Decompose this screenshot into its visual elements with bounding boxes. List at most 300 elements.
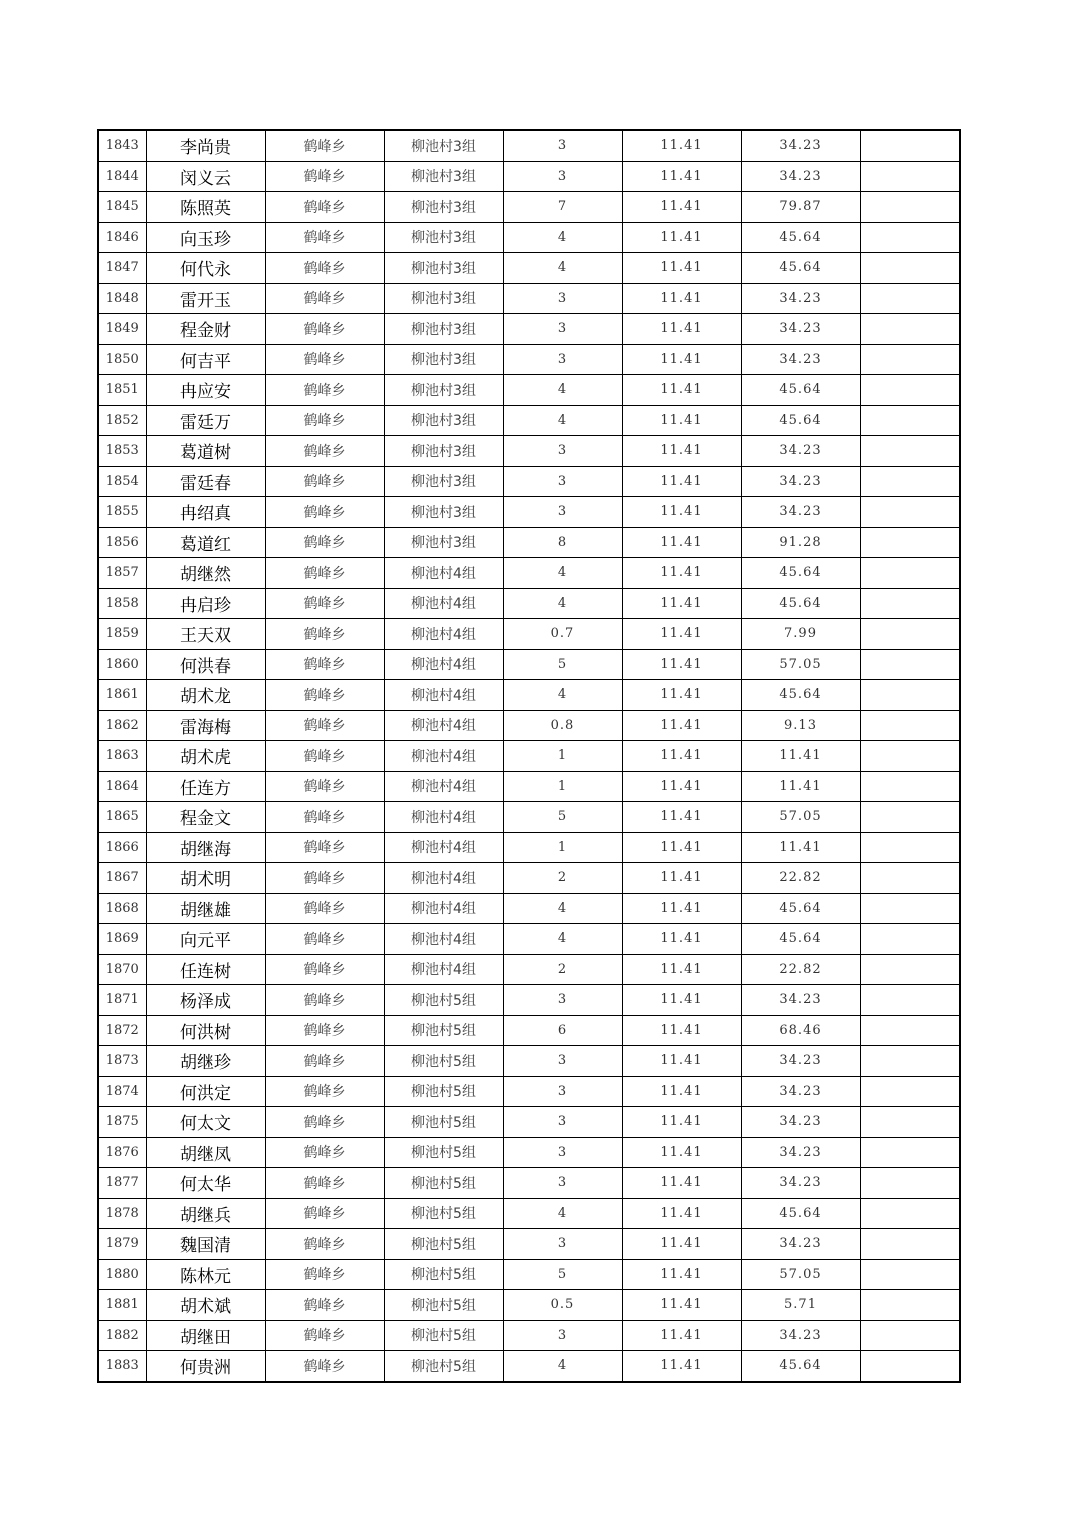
amount-cell: 57.05 [741,802,860,833]
count-cell: 3 [503,1229,622,1260]
row-id-cell: 1877 [98,1168,146,1199]
remark-cell [860,832,960,863]
amount-cell: 34.23 [741,436,860,467]
row-id-cell: 1851 [98,375,146,406]
row-id-cell: 1857 [98,558,146,589]
name-cell: 王天双 [146,619,265,650]
township-cell: 鹤峰乡 [265,1290,384,1321]
remark-cell [860,1229,960,1260]
remark-cell [860,1198,960,1229]
amount-cell: 9.13 [741,710,860,741]
rate-cell: 11.41 [622,344,741,375]
name-cell: 胡继雄 [146,893,265,924]
table-row [98,619,960,650]
row-id-cell: 1882 [98,1320,146,1351]
rate-cell: 11.41 [622,710,741,741]
table-row [98,558,960,589]
rate-cell: 11.41 [622,832,741,863]
amount-cell: 79.87 [741,192,860,223]
table-row [98,1320,960,1351]
rate-cell: 11.41 [622,741,741,772]
village-group-cell: 柳池村3组 [384,130,503,161]
table-row [98,832,960,863]
rate-cell: 11.41 [622,1076,741,1107]
township-cell: 鹤峰乡 [265,466,384,497]
remark-cell [860,1290,960,1321]
rate-cell: 11.41 [622,1046,741,1077]
row-id-cell: 1862 [98,710,146,741]
count-cell: 8 [503,527,622,558]
count-cell: 3 [503,985,622,1016]
table-row [98,375,960,406]
rate-cell: 11.41 [622,1290,741,1321]
amount-cell: 22.82 [741,954,860,985]
township-cell: 鹤峰乡 [265,161,384,192]
name-cell: 程金财 [146,314,265,345]
township-cell: 鹤峰乡 [265,924,384,955]
remark-cell [860,192,960,223]
amount-cell: 57.05 [741,649,860,680]
village-group-cell: 柳池村5组 [384,1168,503,1199]
row-id-cell: 1853 [98,436,146,467]
remark-cell [860,1259,960,1290]
rate-cell: 11.41 [622,130,741,161]
count-cell: 5 [503,802,622,833]
table-row [98,771,960,802]
name-cell: 何洪定 [146,1076,265,1107]
row-id-cell: 1848 [98,283,146,314]
row-id-cell: 1871 [98,985,146,1016]
rate-cell: 11.41 [622,192,741,223]
township-cell: 鹤峰乡 [265,222,384,253]
name-cell: 胡继兵 [146,1198,265,1229]
name-cell: 李尚贵 [146,130,265,161]
count-cell: 4 [503,1198,622,1229]
amount-cell: 34.23 [741,466,860,497]
village-group-cell: 柳池村3组 [384,283,503,314]
rate-cell: 11.41 [622,466,741,497]
remark-cell [860,1046,960,1077]
rate-cell: 11.41 [622,1137,741,1168]
table-row [98,1168,960,1199]
township-cell: 鹤峰乡 [265,680,384,711]
village-group-cell: 柳池村4组 [384,558,503,589]
amount-cell: 5.71 [741,1290,860,1321]
township-cell: 鹤峰乡 [265,1046,384,1077]
row-id-cell: 1844 [98,161,146,192]
village-group-cell: 柳池村5组 [384,1046,503,1077]
name-cell: 胡术虎 [146,741,265,772]
amount-cell: 34.23 [741,1229,860,1260]
row-id-cell: 1870 [98,954,146,985]
remark-cell [860,283,960,314]
count-cell: 4 [503,1351,622,1382]
count-cell: 3 [503,1107,622,1138]
name-cell: 胡继海 [146,832,265,863]
table-row [98,710,960,741]
count-cell: 4 [503,222,622,253]
count-cell: 3 [503,466,622,497]
row-id-cell: 1873 [98,1046,146,1077]
village-group-cell: 柳池村3组 [384,253,503,284]
table-row [98,497,960,528]
village-group-cell: 柳池村5组 [384,1137,503,1168]
amount-cell: 34.23 [741,1076,860,1107]
name-cell: 何吉平 [146,344,265,375]
row-id-cell: 1850 [98,344,146,375]
count-cell: 5 [503,649,622,680]
count-cell: 3 [503,1168,622,1199]
township-cell: 鹤峰乡 [265,710,384,741]
count-cell: 4 [503,588,622,619]
village-group-cell: 柳池村4组 [384,649,503,680]
table-row [98,314,960,345]
village-group-cell: 柳池村4组 [384,680,503,711]
amount-cell: 45.64 [741,1351,860,1382]
amount-cell: 45.64 [741,680,860,711]
village-group-cell: 柳池村4组 [384,710,503,741]
row-id-cell: 1861 [98,680,146,711]
row-id-cell: 1845 [98,192,146,223]
name-cell: 何太文 [146,1107,265,1138]
township-cell: 鹤峰乡 [265,283,384,314]
village-group-cell: 柳池村5组 [384,1229,503,1260]
village-group-cell: 柳池村4组 [384,863,503,894]
table-row [98,649,960,680]
row-id-cell: 1843 [98,130,146,161]
amount-cell: 45.64 [741,924,860,955]
row-id-cell: 1863 [98,741,146,772]
count-cell: 3 [503,130,622,161]
remark-cell [860,405,960,436]
table-row [98,1015,960,1046]
row-id-cell: 1852 [98,405,146,436]
name-cell: 雷海梅 [146,710,265,741]
name-cell: 胡继凤 [146,1137,265,1168]
count-cell: 2 [503,954,622,985]
remark-cell [860,314,960,345]
township-cell: 鹤峰乡 [265,405,384,436]
rate-cell: 11.41 [622,1320,741,1351]
amount-cell: 45.64 [741,588,860,619]
count-cell: 0.5 [503,1290,622,1321]
name-cell: 冉启珍 [146,588,265,619]
remark-cell [860,344,960,375]
data-table [97,129,961,1383]
amount-cell: 34.23 [741,130,860,161]
count-cell: 3 [503,314,622,345]
remark-cell [860,161,960,192]
rate-cell: 11.41 [622,954,741,985]
row-id-cell: 1868 [98,893,146,924]
township-cell: 鹤峰乡 [265,375,384,406]
remark-cell [860,588,960,619]
table-body [98,130,960,1382]
village-group-cell: 柳池村3组 [384,161,503,192]
remark-cell [860,802,960,833]
remark-cell [860,130,960,161]
row-id-cell: 1859 [98,619,146,650]
row-id-cell: 1865 [98,802,146,833]
village-group-cell: 柳池村5组 [384,1259,503,1290]
amount-cell: 11.41 [741,771,860,802]
remark-cell [860,741,960,772]
table-row [98,1107,960,1138]
remark-cell [860,619,960,650]
village-group-cell: 柳池村5组 [384,1198,503,1229]
village-group-cell: 柳池村4组 [384,924,503,955]
name-cell: 雷廷万 [146,405,265,436]
remark-cell [860,710,960,741]
rate-cell: 11.41 [622,1351,741,1382]
name-cell: 何代永 [146,253,265,284]
rate-cell: 11.41 [622,527,741,558]
count-cell: 4 [503,253,622,284]
count-cell: 3 [503,283,622,314]
township-cell: 鹤峰乡 [265,314,384,345]
name-cell: 程金文 [146,802,265,833]
rate-cell: 11.41 [622,588,741,619]
amount-cell: 45.64 [741,405,860,436]
township-cell: 鹤峰乡 [265,802,384,833]
amount-cell: 57.05 [741,1259,860,1290]
village-group-cell: 柳池村5组 [384,1015,503,1046]
amount-cell: 34.23 [741,283,860,314]
count-cell: 7 [503,192,622,223]
rate-cell: 11.41 [622,1107,741,1138]
rate-cell: 11.41 [622,1229,741,1260]
remark-cell [860,680,960,711]
township-cell: 鹤峰乡 [265,588,384,619]
amount-cell: 45.64 [741,222,860,253]
name-cell: 雷开玉 [146,283,265,314]
count-cell: 3 [503,436,622,467]
table-row [98,1290,960,1321]
village-group-cell: 柳池村5组 [384,1076,503,1107]
rate-cell: 11.41 [622,985,741,1016]
row-id-cell: 1875 [98,1107,146,1138]
village-group-cell: 柳池村3组 [384,375,503,406]
township-cell: 鹤峰乡 [265,832,384,863]
table-row [98,588,960,619]
remark-cell [860,558,960,589]
amount-cell: 34.23 [741,344,860,375]
township-cell: 鹤峰乡 [265,619,384,650]
row-id-cell: 1876 [98,1137,146,1168]
township-cell: 鹤峰乡 [265,558,384,589]
township-cell: 鹤峰乡 [265,1198,384,1229]
township-cell: 鹤峰乡 [265,192,384,223]
village-group-cell: 柳池村4组 [384,802,503,833]
table-row [98,344,960,375]
rate-cell: 11.41 [622,619,741,650]
row-id-cell: 1864 [98,771,146,802]
count-cell: 4 [503,680,622,711]
remark-cell [860,1015,960,1046]
remark-cell [860,1168,960,1199]
count-cell: 3 [503,1137,622,1168]
remark-cell [860,222,960,253]
remark-cell [860,771,960,802]
name-cell: 陈照英 [146,192,265,223]
rate-cell: 11.41 [622,405,741,436]
rate-cell: 11.41 [622,1198,741,1229]
name-cell: 向元平 [146,924,265,955]
village-group-cell: 柳池村5组 [384,1320,503,1351]
table-row [98,527,960,558]
village-group-cell: 柳池村4组 [384,954,503,985]
township-cell: 鹤峰乡 [265,985,384,1016]
row-id-cell: 1869 [98,924,146,955]
row-id-cell: 1849 [98,314,146,345]
amount-cell: 34.23 [741,1137,860,1168]
township-cell: 鹤峰乡 [265,344,384,375]
name-cell: 何洪树 [146,1015,265,1046]
table-row [98,1046,960,1077]
name-cell: 何洪春 [146,649,265,680]
amount-cell: 45.64 [741,253,860,284]
village-group-cell: 柳池村3组 [384,222,503,253]
table-row [98,161,960,192]
rate-cell: 11.41 [622,436,741,467]
amount-cell: 45.64 [741,558,860,589]
count-cell: 0.8 [503,710,622,741]
table-row [98,1351,960,1382]
amount-cell: 45.64 [741,893,860,924]
remark-cell [860,863,960,894]
name-cell: 冉绍真 [146,497,265,528]
remark-cell [860,1076,960,1107]
remark-cell [860,954,960,985]
row-id-cell: 1880 [98,1259,146,1290]
table-row [98,130,960,161]
table-row [98,222,960,253]
remark-cell [860,924,960,955]
township-cell: 鹤峰乡 [265,253,384,284]
remark-cell [860,436,960,467]
amount-cell: 34.23 [741,161,860,192]
township-cell: 鹤峰乡 [265,1351,384,1382]
row-id-cell: 1872 [98,1015,146,1046]
township-cell: 鹤峰乡 [265,863,384,894]
count-cell: 3 [503,161,622,192]
table-row [98,680,960,711]
remark-cell [860,1320,960,1351]
count-cell: 6 [503,1015,622,1046]
township-cell: 鹤峰乡 [265,1076,384,1107]
count-cell: 1 [503,771,622,802]
rate-cell: 11.41 [622,893,741,924]
rate-cell: 11.41 [622,161,741,192]
name-cell: 何贵洲 [146,1351,265,1382]
remark-cell [860,649,960,680]
village-group-cell: 柳池村3组 [384,192,503,223]
count-cell: 3 [503,1076,622,1107]
rate-cell: 11.41 [622,375,741,406]
row-id-cell: 1856 [98,527,146,558]
remark-cell [860,497,960,528]
row-id-cell: 1854 [98,466,146,497]
name-cell: 胡继然 [146,558,265,589]
row-id-cell: 1881 [98,1290,146,1321]
row-id-cell: 1866 [98,832,146,863]
rate-cell: 11.41 [622,680,741,711]
township-cell: 鹤峰乡 [265,741,384,772]
count-cell: 3 [503,1320,622,1351]
count-cell: 1 [503,832,622,863]
table-row [98,985,960,1016]
village-group-cell: 柳池村3组 [384,405,503,436]
row-id-cell: 1846 [98,222,146,253]
name-cell: 冉应安 [146,375,265,406]
row-id-cell: 1883 [98,1351,146,1382]
amount-cell: 34.23 [741,314,860,345]
township-cell: 鹤峰乡 [265,527,384,558]
name-cell: 何太华 [146,1168,265,1199]
table-row [98,893,960,924]
remark-cell [860,527,960,558]
rate-cell: 11.41 [622,649,741,680]
name-cell: 胡继田 [146,1320,265,1351]
table-row [98,253,960,284]
rate-cell: 11.41 [622,863,741,894]
name-cell: 胡术斌 [146,1290,265,1321]
row-id-cell: 1878 [98,1198,146,1229]
row-id-cell: 1860 [98,649,146,680]
remark-cell [860,253,960,284]
rate-cell: 11.41 [622,771,741,802]
table-row [98,1076,960,1107]
rate-cell: 11.41 [622,1259,741,1290]
table-row [98,192,960,223]
name-cell: 杨泽成 [146,985,265,1016]
amount-cell: 34.23 [741,1046,860,1077]
village-group-cell: 柳池村3组 [384,314,503,345]
table-row [98,1229,960,1260]
township-cell: 鹤峰乡 [265,1015,384,1046]
name-cell: 魏国清 [146,1229,265,1260]
remark-cell [860,466,960,497]
remark-cell [860,375,960,406]
remark-cell [860,985,960,1016]
amount-cell: 45.64 [741,375,860,406]
amount-cell: 34.23 [741,1107,860,1138]
name-cell: 闵义云 [146,161,265,192]
count-cell: 4 [503,893,622,924]
count-cell: 3 [503,497,622,528]
township-cell: 鹤峰乡 [265,1137,384,1168]
remark-cell [860,1107,960,1138]
name-cell: 葛道红 [146,527,265,558]
name-cell: 任连树 [146,954,265,985]
village-group-cell: 柳池村3组 [384,466,503,497]
count-cell: 5 [503,1259,622,1290]
township-cell: 鹤峰乡 [265,1168,384,1199]
township-cell: 鹤峰乡 [265,436,384,467]
row-id-cell: 1847 [98,253,146,284]
count-cell: 0.7 [503,619,622,650]
village-group-cell: 柳池村3组 [384,436,503,467]
table-row [98,283,960,314]
rate-cell: 11.41 [622,253,741,284]
name-cell: 任连方 [146,771,265,802]
village-group-cell: 柳池村4组 [384,741,503,772]
village-group-cell: 柳池村4组 [384,771,503,802]
village-group-cell: 柳池村3组 [384,344,503,375]
amount-cell: 91.28 [741,527,860,558]
name-cell: 向玉珍 [146,222,265,253]
remark-cell [860,1137,960,1168]
